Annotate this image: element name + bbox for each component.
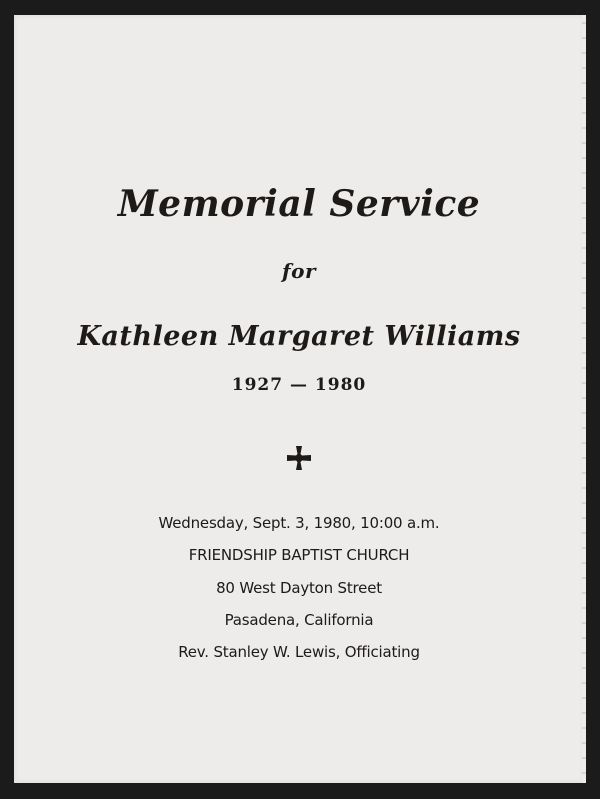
deceased-name: Kathleen Margaret Williams xyxy=(77,321,521,352)
church-street: 80 West Dayton Street xyxy=(216,579,382,597)
service-date-time: Wednesday, Sept. 3, 1980, 10:00 a.m. xyxy=(158,514,440,532)
cross-icon xyxy=(14,445,584,478)
memorial-title: Memorial Service xyxy=(117,183,481,225)
officiant: Rev. Stanley W. Lewis, Officiating xyxy=(178,643,420,661)
for-word: for xyxy=(282,259,316,283)
life-dates: 1927 — 1980 xyxy=(231,375,367,395)
program-page xyxy=(14,15,584,783)
church-name: FRIENDSHIP BAPTIST CHURCH xyxy=(188,546,410,564)
church-city: Pasadena, California xyxy=(224,611,374,629)
